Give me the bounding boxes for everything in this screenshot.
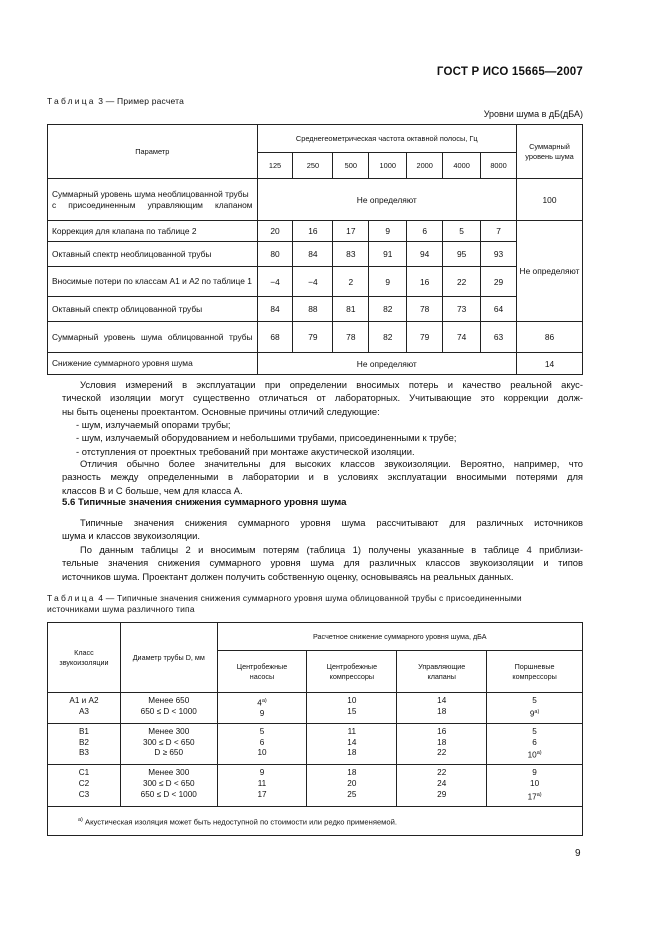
table-header-row xyxy=(48,623,583,651)
list-item: - шум, излучаемый опорами трубы; xyxy=(76,419,231,430)
class-value: В3 xyxy=(78,748,89,758)
table-row-group-c xyxy=(48,765,583,807)
row-label: Суммарный уровень шума необлицованной трубы с присоединенным управляющим клапаном xyxy=(48,179,258,221)
table-row xyxy=(48,353,583,375)
header-total: Суммарный уровень шума xyxy=(517,125,583,179)
value: 9 xyxy=(532,768,537,778)
value-cell: −4 xyxy=(293,267,333,297)
value: 10 xyxy=(257,748,267,758)
text-line: разность между определенными в лаборатории и в условиях эксплуатации вносимыми потерями для xyxy=(62,471,583,483)
total-cell: 14 xyxy=(517,353,583,375)
column-header: Центробежные компрессоры xyxy=(307,651,397,693)
value: 10 xyxy=(347,696,357,705)
table-row xyxy=(48,179,583,221)
value-cell: 74 xyxy=(443,322,481,353)
caption-word: Таблица xyxy=(47,96,96,106)
page-number: 9 xyxy=(575,848,581,859)
total-cell: 86 xyxy=(517,322,583,353)
text-line: тельные значения снижения суммарного уровня шума для различных классов звукоизоляции и типов xyxy=(62,557,583,569)
value-cell: 79 xyxy=(407,322,443,353)
text-line: классов В и С больше, чем для класса А. xyxy=(62,484,243,496)
text-line: источников шума. Проектант должен получить собственную оценку, основываясь на реальных данных. xyxy=(62,570,514,582)
table-row-group-a xyxy=(48,693,583,724)
value-cell: 9 xyxy=(369,221,407,242)
table-row xyxy=(48,242,583,267)
row-label: Вносимые потери по классам А1 и А2 по таблице 1 xyxy=(48,267,258,297)
value: 17 xyxy=(527,792,537,802)
row-label: Коррекция для клапана по таблице 2 xyxy=(48,221,258,242)
value-cell: 64 xyxy=(481,297,517,322)
value: 6 xyxy=(259,737,265,747)
freq-cell: 125 xyxy=(257,153,293,179)
row-label: Снижение суммарного уровня шума xyxy=(48,353,258,375)
table3-units: Уровни шума в дБ(дБА) xyxy=(483,109,583,119)
value-cell: 22 xyxy=(443,267,481,297)
freq-cell: 2000 xyxy=(407,153,443,179)
header-parameter: Параметр xyxy=(48,125,258,179)
value: 10 xyxy=(530,779,540,789)
value-cell: 84 xyxy=(257,297,293,322)
value: 6 xyxy=(532,737,537,747)
caption-word: Таблица xyxy=(47,593,96,603)
freq-cell: 1000 xyxy=(369,153,407,179)
class-value: С2 xyxy=(78,779,90,789)
value-cell: 20 xyxy=(257,221,293,242)
diameter-value: 650 ≤ D < 1000 xyxy=(140,789,197,799)
table4-caption xyxy=(47,593,587,615)
value-cell: 82 xyxy=(369,297,407,322)
total-cell: 100 xyxy=(517,179,583,221)
caption-text: 3 — Пример расчета xyxy=(98,96,185,106)
value: 25 xyxy=(347,789,357,799)
header-calculated-reduction: Расчетное снижение суммарного уровня шума, дБА xyxy=(217,623,582,651)
caption-text: 4 — Типичные значения снижения суммарного уровня шума облицованной трубы с присоединенными xyxy=(98,593,522,603)
value-cell: 81 xyxy=(333,297,369,322)
diameter-value: Менее 300 xyxy=(148,768,190,778)
table-header-row xyxy=(48,125,583,153)
paragraph-typical-values xyxy=(62,516,583,543)
footnote-marker: а) xyxy=(261,698,267,704)
class-value: В1 xyxy=(78,726,89,736)
freq-cell: 250 xyxy=(293,153,333,179)
paragraph-table4-intro xyxy=(62,543,583,583)
value: 14 xyxy=(437,696,447,705)
list-item: - шум, излучаемый оборудованием и небольшими трубами, присоединенными к трубе; xyxy=(76,432,457,444)
value: 14 xyxy=(347,737,357,747)
column-header: Центробежные насосы xyxy=(217,651,307,693)
value: 29 xyxy=(437,789,447,799)
value-cell: 95 xyxy=(443,242,481,267)
table3-caption xyxy=(47,96,184,106)
column-header: Управляющие клапаны xyxy=(397,651,487,693)
class-value: А3 xyxy=(78,706,89,716)
diameter-value: 300 ≤ D < 650 xyxy=(142,737,195,747)
value: 24 xyxy=(437,779,447,789)
value-cell: 79 xyxy=(293,322,333,353)
value: 22 xyxy=(437,748,447,758)
freq-cell: 4000 xyxy=(443,153,481,179)
value-cell: 83 xyxy=(333,242,369,267)
class-value: А1 и А2 xyxy=(69,696,99,705)
diameter-value: 650 ≤ D < 1000 xyxy=(140,706,197,716)
diameter-value: Менее 300 xyxy=(148,726,190,736)
table-typical-reduction xyxy=(47,622,583,836)
diameter-value: 300 ≤ D < 650 xyxy=(142,779,195,789)
value: 15 xyxy=(347,706,357,716)
value: 17 xyxy=(257,789,267,799)
value-cell: 84 xyxy=(293,242,333,267)
table-row-group-b xyxy=(48,723,583,765)
value: 16 xyxy=(437,726,447,736)
value: 18 xyxy=(437,706,447,716)
text-line: Отличия обычно более значительны для высоких классов звукоизоляции. Вероятно, например, что xyxy=(80,458,583,469)
text-line: шума и классов звукоизоляции. xyxy=(62,530,200,542)
value-cell: 29 xyxy=(481,267,517,297)
value: 9 xyxy=(529,709,535,719)
value: 9 xyxy=(259,768,265,778)
value-cell: 78 xyxy=(407,297,443,322)
value-cell: 68 xyxy=(257,322,293,353)
class-value: С1 xyxy=(78,768,90,778)
text-line: По данным таблицы 2 и вносимым потерям (таблица 1) получены указанные в таблице 4 приблизи- xyxy=(80,544,583,555)
paragraph-differences xyxy=(62,457,583,497)
footnote-marker: а) xyxy=(534,708,540,715)
value: 9 xyxy=(259,709,265,719)
value-cell: 88 xyxy=(293,297,333,322)
value: 5 xyxy=(532,696,537,705)
header-diameter: Диаметр трубы D, мм xyxy=(120,623,217,693)
row-label: Октавный спектр облицованной трубы xyxy=(48,297,258,322)
value: 11 xyxy=(347,726,357,736)
value-cell: 80 xyxy=(257,242,293,267)
freq-cell: 500 xyxy=(333,153,369,179)
merged-total-cell: Не определяют xyxy=(517,221,583,322)
text-line: ны быть оценены проектантом. Основные причины отличий следующие: xyxy=(62,405,380,417)
value: 4 xyxy=(257,698,262,708)
freq-cell: 8000 xyxy=(481,153,517,179)
value-cell: 78 xyxy=(333,322,369,353)
class-value: С3 xyxy=(78,789,90,799)
caption-text-line2: источниками шума различного типа xyxy=(47,604,195,614)
diameter-value: D ≥ 650 xyxy=(154,748,184,758)
table-row xyxy=(48,297,583,322)
footnote-marker: а) xyxy=(536,750,542,757)
diameter-value: Менее 650 xyxy=(148,696,190,705)
header-class: Класс звукоизоляции xyxy=(48,623,121,693)
table-row xyxy=(48,322,583,353)
value-cell: 93 xyxy=(481,242,517,267)
row-label: Октавный спектр необлицованной трубы xyxy=(48,242,258,267)
standard-header: ГОСТ Р ИСО 15665—2007 xyxy=(436,66,583,78)
span-cell: Не определяют xyxy=(257,179,516,221)
table-example-calculation xyxy=(47,124,583,375)
value-cell: 5 xyxy=(443,221,481,242)
bullet-list xyxy=(76,418,457,458)
value-cell: −4 xyxy=(257,267,293,297)
span-cell: Не определяют xyxy=(257,353,516,375)
table-row xyxy=(48,267,583,297)
value: 10 xyxy=(527,750,537,760)
footnote-marker: а) xyxy=(78,816,83,823)
value: 22 xyxy=(437,768,447,778)
list-item: - отступления от проектных требований при монтаже акустической изоляции. xyxy=(76,445,415,457)
value: 11 xyxy=(257,779,267,789)
value-cell: 73 xyxy=(443,297,481,322)
footnote-marker: а) xyxy=(536,791,542,798)
value-cell: 7 xyxy=(481,221,517,242)
paragraph-measurement-conditions xyxy=(62,378,583,418)
value-cell: 16 xyxy=(407,267,443,297)
value: 18 xyxy=(347,748,357,758)
class-value: В2 xyxy=(78,737,89,747)
value-cell: 16 xyxy=(293,221,333,242)
table-row xyxy=(48,221,583,242)
value: 20 xyxy=(347,779,357,789)
footnote-text: Акустическая изоляция может быть недоступной по стоимости или редко применяемой. xyxy=(85,817,397,827)
row-label: Суммарный уровень шума облицованной трубы xyxy=(48,322,258,353)
value: 5 xyxy=(532,726,537,736)
value: 18 xyxy=(437,737,447,747)
value-cell: 2 xyxy=(333,267,369,297)
text-line: Типичные значения снижения суммарного уровня шума рассчитывают для различных источников xyxy=(80,517,583,528)
column-header: Поршневые компрессоры xyxy=(487,651,583,693)
value-cell: 17 xyxy=(333,221,369,242)
header-frequency: Среднегеометрическая частота октавной полосы, Гц xyxy=(257,125,516,153)
value: 18 xyxy=(347,768,357,778)
section-heading-5-6: 5.6 Типичные значения снижения суммарного уровня шума xyxy=(62,497,347,508)
value-cell: 82 xyxy=(369,322,407,353)
table-footnote-row xyxy=(48,806,583,836)
value-cell: 94 xyxy=(407,242,443,267)
value-cell: 9 xyxy=(369,267,407,297)
value-cell: 91 xyxy=(369,242,407,267)
text-line: тической изоляции могут существенно отличаться от лабораторных. Учитывающие это коррекции долж- xyxy=(62,392,583,404)
footnote xyxy=(48,806,583,836)
value-cell: 63 xyxy=(481,322,517,353)
value-cell: 6 xyxy=(407,221,443,242)
value: 5 xyxy=(259,726,265,736)
text-line: Условия измерений в эксплуатации при определении вносимых потерь и качество реальной акус- xyxy=(80,379,583,390)
